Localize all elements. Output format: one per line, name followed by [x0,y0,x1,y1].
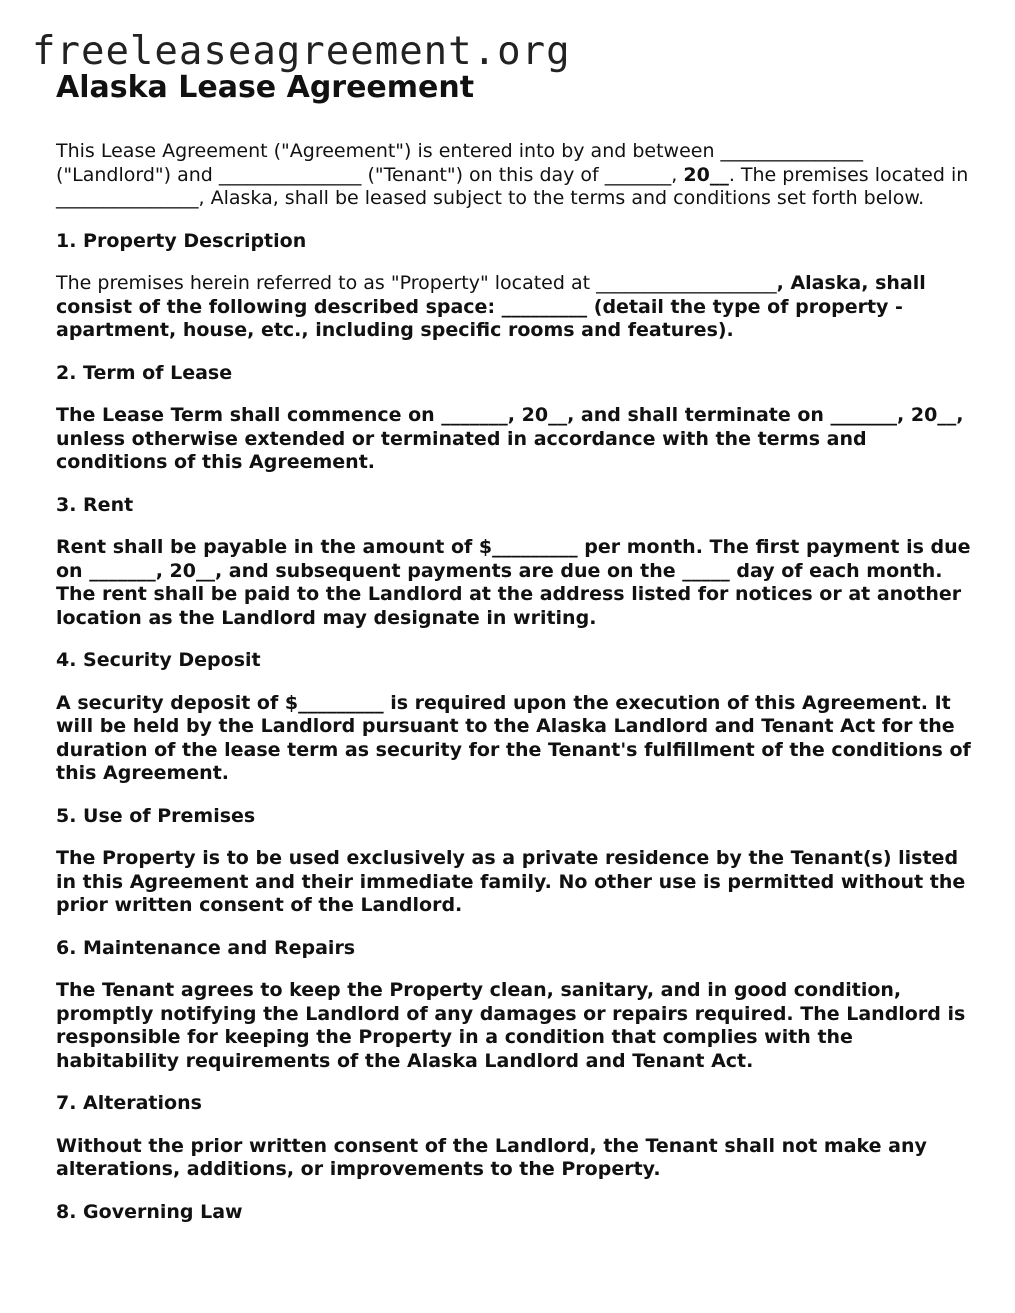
intro-text-2: . The premises located in _______________, Alaska, shall be leased subject to the terms and conditions set forth below. [56,163,969,209]
section-heading-use-of-premises: 5. Use of Premises [56,804,256,827]
section-body-property-description [56,272,976,343]
document-page [56,70,976,1243]
document-title: Alaska Lease Agreement [56,70,475,105]
property-description-text: , Alaska, shall consist of the following described space: _________ (detail the type of property - apartment, house, etc., including specific rooms and features). [56,272,926,341]
section-heading-term-of-lease: 2. Term of Lease [56,361,233,384]
section-heading-governing-law: 8. Governing Law [56,1200,243,1223]
watermark: freeleaseagreement.org [32,29,571,74]
section-heading-alterations: 7. Alterations [56,1092,202,1114]
section-body-security-deposit: A security deposit of $_________ is required upon the execution of this Agreement. It will be held by the Landlord pursuant to the Alaska Landlord and Tenant Act for the duration of the lease term as security for the Tenant's fulfillment of the conditions of this Agreement. [56,691,971,784]
section-heading-property-description: 1. Property Description [56,229,307,252]
section-body-rent: Rent shall be payable in the amount of $_________ per month. The first payment is due on _______, 20__, and subsequent payments are due on the _____ day of each month. The rent shall be paid to the Landlord at the address listed for notices or at another location as the Landlord may designate in writing. [56,536,971,629]
intro-year: 20__ [683,163,729,186]
section-heading-security-deposit: 4. Security Deposit [56,649,261,671]
section-body-alterations: Without the prior written consent of the Landlord, the Tenant shall not make any alterations, additions, or improvements to the Property. [56,1134,927,1180]
section-heading-rent: 3. Rent [56,493,134,516]
intro-paragraph [56,140,976,211]
section-body-use-of-premises: The Property is to be used exclusively as a private residence by the Tenant(s) listed in this Agreement and their immediate family. No other use is permitted without the prior written consent of the Landlord. [56,847,966,916]
property-description-lead: The premises herein referred to as "Property" located at ___________________ [56,272,777,294]
section-body-term-of-lease: The Lease Term shall commence on _______, 20__, and shall terminate on _______, 20__, unless otherwise extended or terminated in accordance with the terms and conditions of this Agreement. [56,404,964,473]
section-body-maintenance-and-repairs: The Tenant agrees to keep the Property clean, sanitary, and in good condition, promptly notifying the Landlord of any damages or repairs required. The Landlord is responsible for keeping the Property in a condition that complies with the habitability requirements of the Alaska Landlord and Tenant Act. [56,979,966,1072]
section-heading-maintenance-and-repairs: 6. Maintenance and Repairs [56,936,356,959]
intro-text-1: This Lease Agreement ("Agreement") is entered into by and between _______________ ("Landlord") and _______________ ("Tenant") on this day of _______, [56,140,864,186]
